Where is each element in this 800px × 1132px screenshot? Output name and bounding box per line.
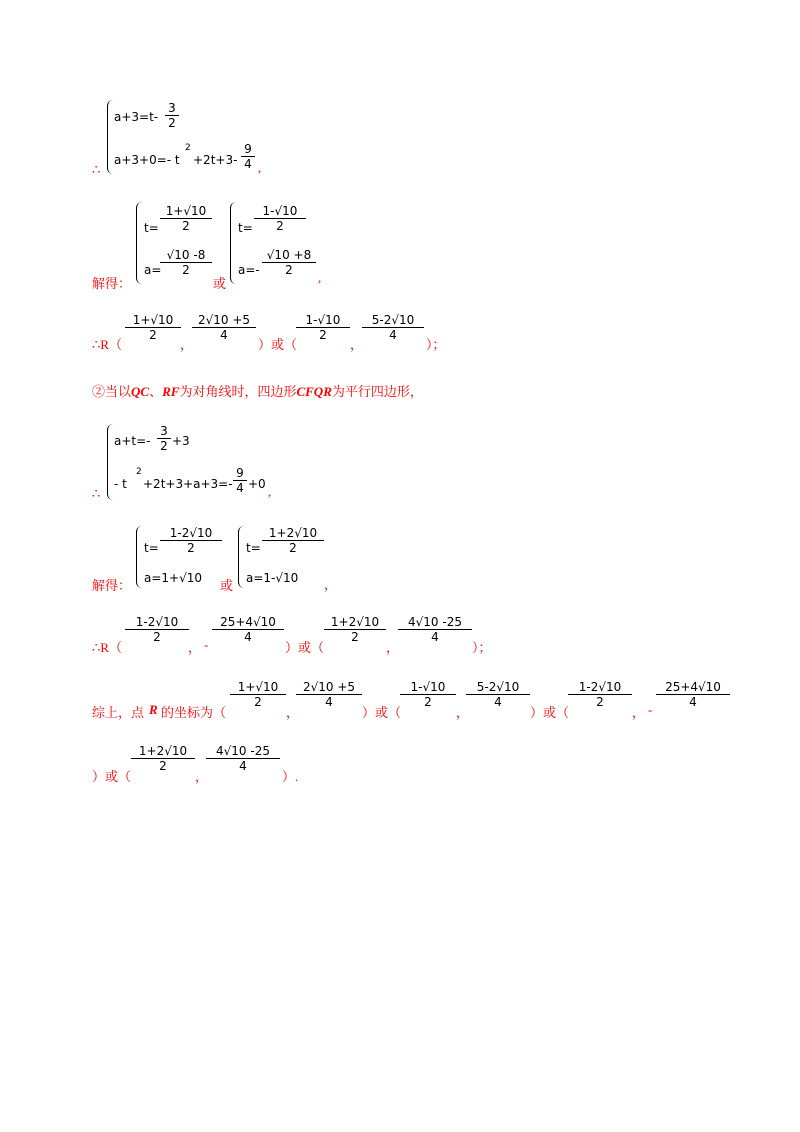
separator: ， [286,705,300,720]
equation-line: t= [144,221,159,235]
numerator: 1-2√10 [578,680,622,694]
numerator: 1-2√10 [169,526,213,540]
equation-line: +2t+3- [193,153,238,167]
equation-line: - t [114,477,127,491]
fraction [160,248,212,277]
fraction [157,424,171,453]
solve-label: 解得： [92,276,132,291]
summary-text: 的坐标为（ [161,705,227,720]
left-brace [107,424,113,500]
fraction [241,142,255,171]
numerator: 25+4√10 [220,615,276,629]
numerator: 1-√10 [410,680,446,694]
fraction [165,101,179,130]
heading-text: 当以 [105,384,132,399]
denominator: 4 [431,630,439,644]
fraction [131,744,195,773]
equation-line: +0 [248,477,266,491]
numerator: 25+4√10 [665,680,721,694]
result-suffix: ）； [426,337,446,352]
fraction [656,680,730,709]
denominator: 2 [159,759,167,773]
fraction [398,615,472,644]
denominator: 2 [182,263,190,277]
fraction [230,680,286,709]
numerator: 1+√10 [237,680,279,694]
comma: , [258,160,262,175]
left-brace [107,100,113,174]
numerator: 2√10 +5 [197,313,251,327]
left-brace [238,526,244,588]
numerator: 1+√10 [165,204,207,218]
result-suffix: ）； [472,640,492,655]
numerator: 1+2√10 [138,744,188,758]
circled-number: ② [92,384,106,399]
fraction [262,526,324,555]
numerator: 3 [168,101,176,115]
heading-text: 为对角线时，四边形 [179,384,297,399]
denominator: 4 [325,695,333,709]
numerator: 3 [160,424,168,438]
denominator: 2 [187,541,195,555]
numerator: 1-√10 [305,313,341,327]
denominator: 2 [276,219,284,233]
point-label: R [149,702,158,717]
fraction [125,615,189,644]
comma: ， [324,577,338,592]
fraction [160,526,222,555]
fraction [568,680,632,709]
negative-sign: - [648,702,653,717]
denominator: 2 [319,328,327,342]
separator: ， [195,769,209,784]
fraction [192,313,256,342]
therefore-symbol: ∴ [92,486,101,501]
fraction [262,248,316,277]
denominator: 4 [239,759,247,773]
numerator: 4√10 -25 [408,615,462,629]
fraction [254,204,306,233]
separator: ， [188,640,202,655]
equation-line: a=1-√10 [246,571,299,585]
result-prefix: ∴R（ [92,337,122,352]
denominator: 4 [389,328,397,342]
fraction [362,313,424,342]
result-prefix: ∴R（ [92,640,122,655]
heading-text: 为平行四边形， [331,384,423,399]
numerator: 1-2√10 [135,615,179,629]
or-text: ）或（ [285,640,325,655]
fraction [233,466,247,495]
denominator: 2 [168,116,176,130]
denominator: 2 [351,630,359,644]
or-text: ）或（ [92,769,132,784]
left-brace [136,526,142,588]
denominator: 4 [244,630,252,644]
equation-line: a+3=t- [114,110,159,124]
equation-line: t= [246,541,261,555]
numerator: 5-2√10 [371,313,415,327]
separator: ， [350,337,364,352]
numerator: 1+√10 [132,313,174,327]
or-text: ）或（ [362,705,402,720]
equation-line: a=- [238,263,260,277]
fraction [296,680,362,709]
separator: ， [456,705,470,720]
fraction [125,313,181,342]
equation-line: +2t+3+a+3=- [143,477,233,491]
superscript: 2 [185,143,191,153]
denominator: 2 [596,695,604,709]
left-brace [136,202,142,284]
or-text: ）或（ [530,705,570,720]
fraction [400,680,456,709]
denominator: 2 [289,541,297,555]
equation-line: t= [144,541,159,555]
fraction [160,204,212,233]
case-2-heading [92,381,423,400]
fraction [296,313,350,342]
denominator: 2 [160,439,168,453]
equation-line: a=1+√10 [144,571,203,585]
negative-sign: - [204,637,209,652]
equation-line: a+3+0=- t [114,153,180,167]
numerator: 1-√10 [262,204,298,218]
or-text: 或 [213,276,227,291]
numerator: 4√10 -25 [216,744,270,758]
equation-line: t= [238,221,253,235]
denominator: 2 [254,695,262,709]
equation-line: +3 [172,434,190,448]
separator: ， [180,337,194,352]
denominator: 2 [182,219,190,233]
numerator: 9 [244,142,252,156]
left-brace [230,202,236,284]
separator: ， [632,705,646,720]
comma: , [268,484,272,499]
denominator: 2 [424,695,432,709]
fraction [212,615,284,644]
separator: ， [386,640,400,655]
numerator: 5-2√10 [476,680,520,694]
denominator: 2 [153,630,161,644]
segment-label: RF [162,384,180,399]
segment-label: QC [131,384,150,399]
denominator: 4 [244,157,252,171]
solve-label: 解得： [92,578,132,593]
numerator: 2√10 +5 [302,680,356,694]
comma: , [318,270,322,285]
summary-text: 综上，点 [92,705,145,720]
fraction [206,744,280,773]
fraction [466,680,530,709]
denominator: 4 [494,695,502,709]
superscript: 2 [136,467,142,477]
quadrilateral-label: CFQR [296,384,332,399]
therefore-symbol: ∴ [92,162,101,177]
equation-line: a= [144,263,162,277]
denominator: 4 [220,328,228,342]
denominator: 2 [285,263,293,277]
or-text: 或 [220,578,234,593]
denominator: 4 [689,695,697,709]
numerator: 1+2√10 [330,615,380,629]
summary-end: ）. [282,769,299,784]
equation-line: a+t=- [114,434,151,448]
fraction [324,615,386,644]
numerator: 1+2√10 [268,526,318,540]
numerator: √10 +8 [266,248,312,262]
heading-text: 、 [149,384,163,399]
numerator: √10 -8 [166,248,206,262]
numerator: 9 [236,466,244,480]
denominator: 2 [149,328,157,342]
denominator: 4 [236,481,244,495]
or-text: ）或（ [258,337,298,352]
